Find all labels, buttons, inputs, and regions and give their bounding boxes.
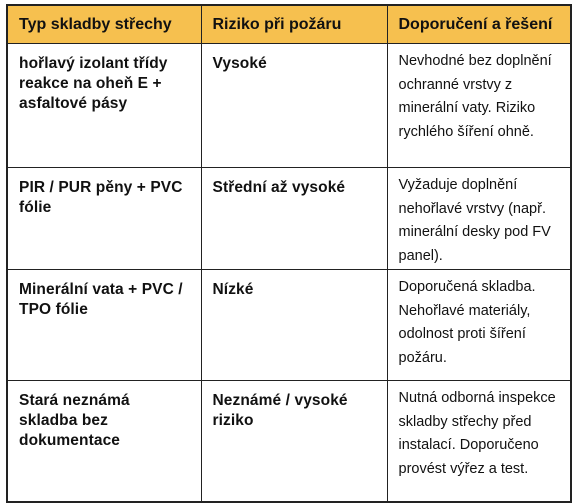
fire-risk-cell: Střední až vysoké (201, 168, 387, 270)
header-fire-risk: Riziko při požáru (201, 5, 387, 44)
table-header-row (7, 5, 571, 44)
roof-type-cell: Minerální vata + PVC / TPO fólie (7, 270, 201, 381)
table-row (7, 168, 571, 270)
table-row (7, 44, 571, 168)
header-roof-type: Typ skladby střechy (7, 5, 201, 44)
fire-risk-cell: Nízké (201, 270, 387, 381)
roof-type-cell: hořlavý izolant třídy reakce na oheň E + asfaltové pásy (7, 44, 201, 168)
roof-type-cell: PIR / PUR pěny + PVC fólie (7, 168, 201, 270)
table-row (7, 270, 571, 381)
fire-risk-table-container (6, 4, 570, 493)
fire-risk-table (6, 4, 572, 503)
recommendation-cell: Vyžaduje doplnění nehořlavé vrstvy (např. minerální desky pod FV panel). (387, 168, 571, 270)
roof-type-cell: Stará neznámá skladba bez dokumentace (7, 381, 201, 503)
fire-risk-cell: Vysoké (201, 44, 387, 168)
table-row (7, 381, 571, 503)
recommendation-cell: Nevhodné bez doplnění ochranné vrstvy z minerální vaty. Riziko rychlého šíření ohně. (387, 44, 571, 168)
header-recommendation: Doporučení a řešení (387, 5, 571, 44)
fire-risk-cell: Neznámé / vysoké riziko (201, 381, 387, 503)
recommendation-cell: Doporučená skladba. Nehořlavé materiály, odolnost proti šíření požáru. (387, 270, 571, 381)
recommendation-cell: Nutná odborná inspekce skladby střechy před instalací. Doporučeno provést výřez a test. (387, 381, 571, 503)
